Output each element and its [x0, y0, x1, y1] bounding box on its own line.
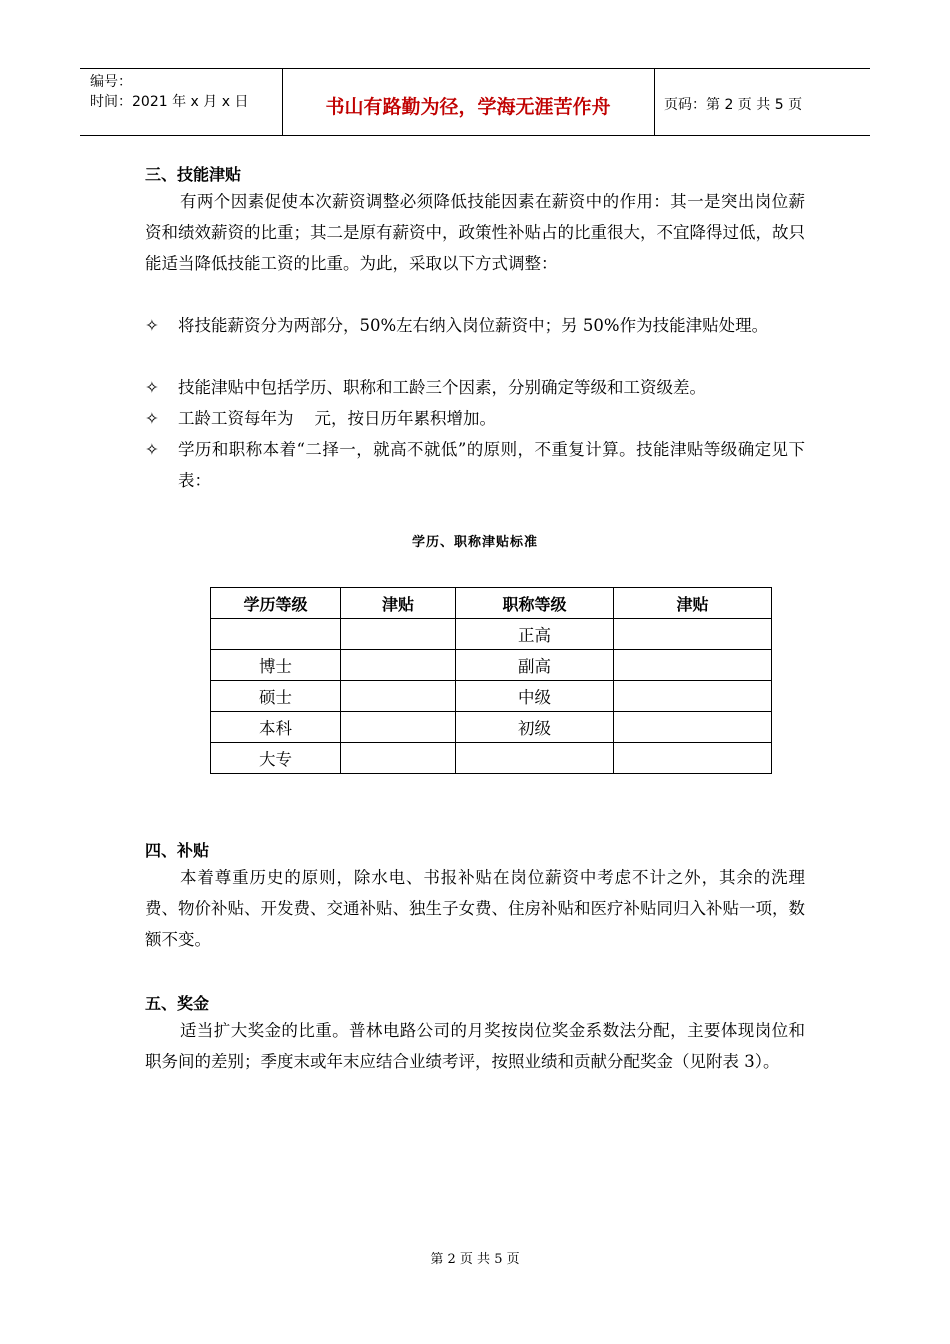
table-cell: 博士	[211, 650, 341, 681]
table-row	[211, 712, 772, 743]
table-row	[211, 681, 772, 712]
table-cell	[211, 619, 341, 650]
table-cell	[614, 650, 772, 681]
section3-bullet-1: ✧ 将技能薪资分为两部分，50%左右纳入岗位薪资中；另 50%作为技能津贴处理。	[145, 310, 805, 341]
doc-time-label: 时间：2021 年 x 月 x 日	[90, 94, 249, 110]
table-header-row	[211, 588, 772, 619]
table-cell	[614, 712, 772, 743]
table-cell	[614, 743, 772, 774]
table-caption: 学历、职称津贴标准	[411, 535, 538, 550]
col-header-title-level: 职称等级	[456, 588, 614, 619]
table-cell: 正高	[456, 619, 614, 650]
header-divider-right	[654, 68, 655, 135]
table-cell: 副高	[456, 650, 614, 681]
table-cell	[614, 619, 772, 650]
table-cell: 大专	[211, 743, 341, 774]
table-cell	[341, 681, 456, 712]
bullet-diamond-icon: ✧	[145, 378, 159, 397]
section3-heading: 三、技能津贴	[145, 165, 242, 184]
col-header-title-allowance: 津贴	[614, 588, 772, 619]
table-row	[211, 619, 772, 650]
section4-body: 本着尊重历史的原则，除水电、书报补贴在岗位薪资中考虑不计之外，其余的洗理费、物价补贴、开发费、交通补贴、独生子女费、住房补贴和医疗补贴同归入补贴一项，数额不变。	[145, 868, 805, 949]
header-slogan: 书山有路勤为径，学海无涯苦作舟	[325, 96, 611, 118]
doc-number-label: 编号：	[90, 74, 132, 90]
footer-page-number: 第 2 页 共 5 页	[430, 1252, 520, 1267]
col-header-education-level: 学历等级	[211, 588, 341, 619]
table-cell	[456, 743, 614, 774]
section3-intro: 有两个因素促使本次薪资调整必须降低技能因素在薪资中的作用：其一是突出岗位薪资和绩效薪资的比重；其二是原有薪资中，政策性补贴占的比重很大，不宜降得过低，故只能适当降低技能工资的比重。为此，采取以下方式调整：	[145, 192, 805, 273]
header-top-rule	[80, 68, 870, 69]
table-row	[211, 650, 772, 681]
section3-bullet-3: ✧ 工龄工资每年为 元，按日历年累积增加。	[145, 403, 805, 434]
table-cell	[341, 743, 456, 774]
bullet-diamond-icon: ✧	[145, 409, 159, 428]
table-cell	[341, 712, 456, 743]
section5-body: 适当扩大奖金的比重。普林电路公司的月奖按岗位奖金系数法分配，主要体现岗位和职务间的差别；季度末或年末应结合业绩考评，按照业绩和贡献分配奖金（见附表 3）。	[145, 1021, 805, 1071]
col-header-education-allowance: 津贴	[341, 588, 456, 619]
header-meta	[90, 72, 248, 112]
bullet-diamond-icon: ✧	[145, 316, 159, 335]
header-page-label: 页码：第 2 页 共 5 页	[664, 97, 803, 113]
section5-heading: 五、奖金	[145, 994, 210, 1013]
table-cell	[341, 619, 456, 650]
section3-bullet-2: ✧ 技能津贴中包括学历、职称和工龄三个因素，分别确定等级和工资级差。	[145, 372, 805, 403]
table-cell	[341, 650, 456, 681]
allowance-table	[210, 587, 772, 774]
section3-bullet-4: ✧ 学历和职称本着“二择一，就高不就低”的原则，不重复计算。技能津贴等级确定见下表：	[145, 434, 805, 496]
table-cell: 初级	[456, 712, 614, 743]
table-row	[211, 743, 772, 774]
table-cell: 中级	[456, 681, 614, 712]
table-cell: 本科	[211, 712, 341, 743]
table-cell: 硕士	[211, 681, 341, 712]
table-cell	[614, 681, 772, 712]
header-bottom-rule	[80, 135, 870, 136]
section4-heading: 四、补贴	[145, 841, 210, 860]
bullet-diamond-icon: ✧	[145, 440, 159, 459]
